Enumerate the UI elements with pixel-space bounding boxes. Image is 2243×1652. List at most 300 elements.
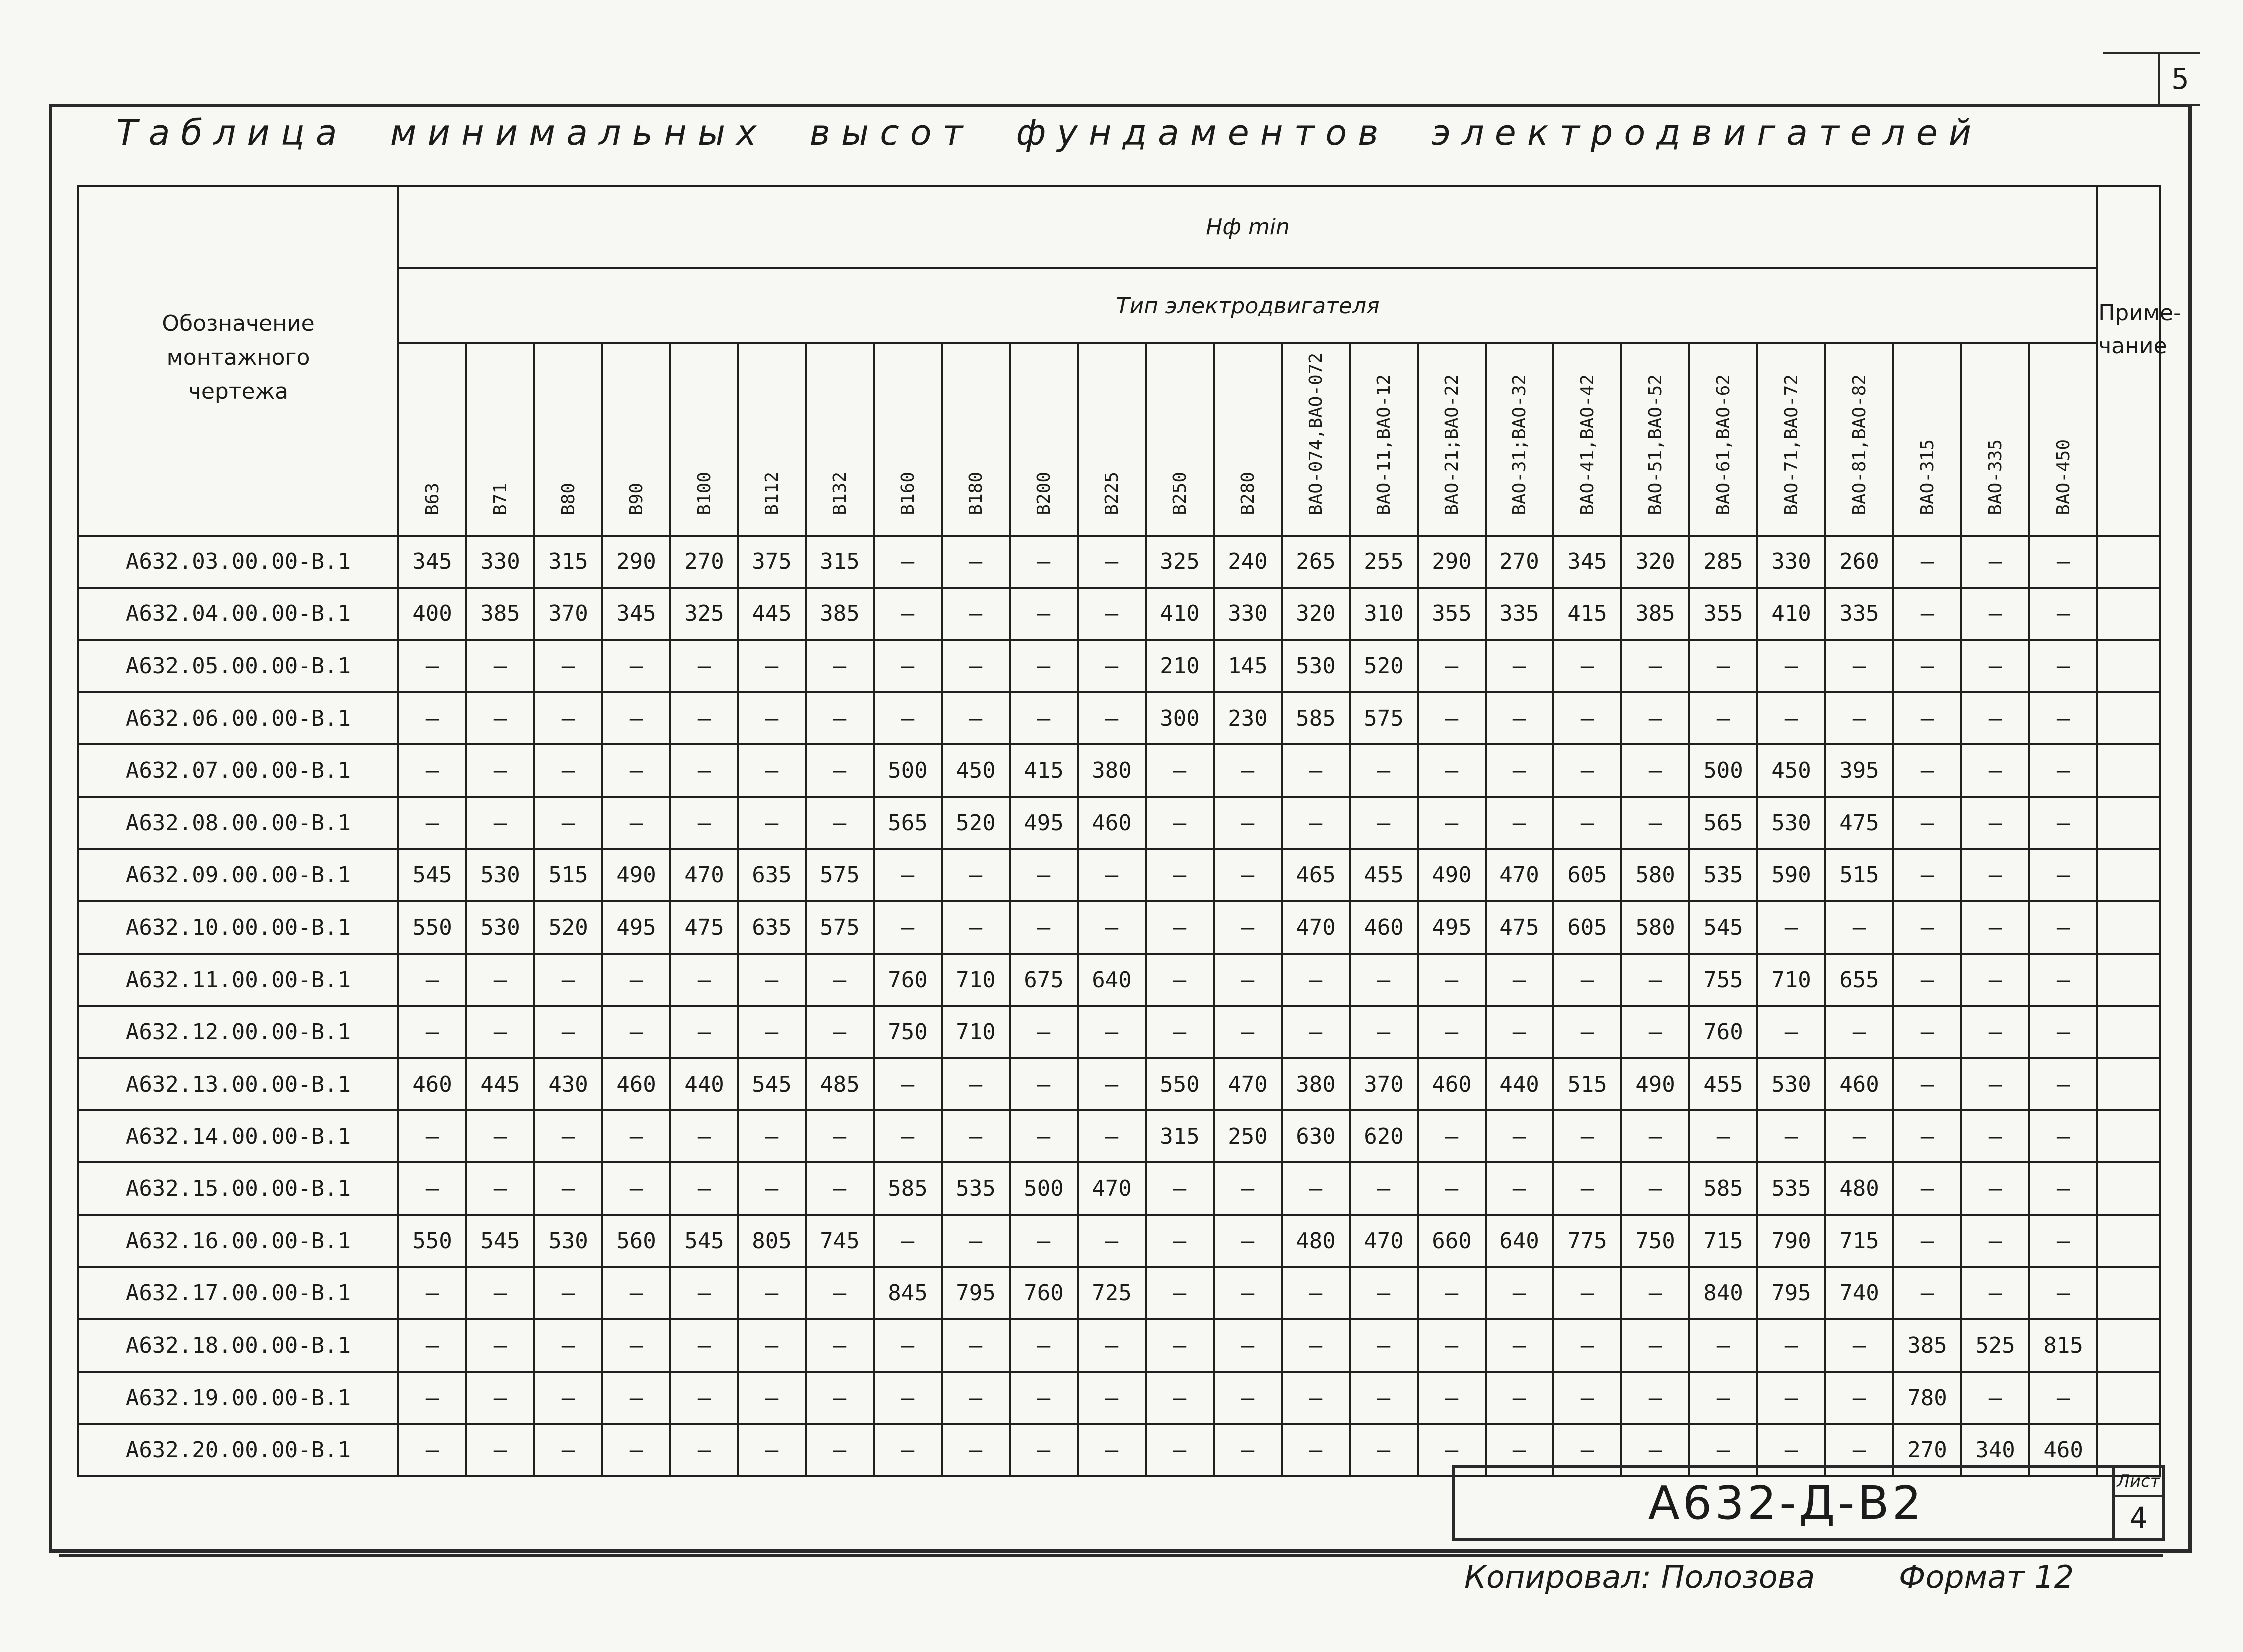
motor-type-header-cell — [874, 343, 942, 536]
designation-header-line-2: монтажного — [166, 345, 310, 370]
motor-type-label: ВАО-450 — [2053, 439, 2074, 515]
height-value-cell: — — [602, 1110, 670, 1163]
height-value-cell: — — [1621, 1267, 1689, 1320]
height-value-cell: 530 — [466, 901, 534, 954]
motor-type-label: ВАО-51,ВАО-52 — [1645, 374, 1666, 515]
height-value-cell: 550 — [398, 901, 466, 954]
height-value-cell: 635 — [738, 901, 806, 954]
height-value-cell: — — [1146, 1267, 1214, 1320]
height-value-cell: 380 — [1282, 1058, 1350, 1110]
height-value-cell: — — [2029, 536, 2097, 588]
foundation-heights-table — [77, 185, 2181, 1477]
height-value-cell: — — [942, 1058, 1010, 1110]
table-row — [78, 536, 2160, 588]
height-value-cell: — — [1961, 744, 2029, 797]
height-value-cell: — — [2029, 1058, 2097, 1110]
note-cell — [2097, 744, 2160, 797]
height-value-cell: — — [534, 1372, 602, 1424]
height-value-cell: — — [874, 1058, 942, 1110]
motor-type-header-cell — [1621, 343, 1689, 536]
height-value-cell: — — [1146, 1162, 1214, 1215]
motor-type-header-cell — [2029, 343, 2097, 536]
height-value-cell: — — [1757, 1319, 1825, 1372]
motor-type-label: В200 — [1033, 472, 1054, 515]
height-value-cell: 475 — [1486, 901, 1553, 954]
height-value-cell: 395 — [1825, 744, 1893, 797]
height-value-cell: — — [1214, 1372, 1282, 1424]
height-value-cell: — — [1757, 640, 1825, 692]
height-value-cell: — — [1282, 1424, 1350, 1476]
height-value-cell: 525 — [1961, 1319, 2029, 1372]
height-value-cell: — — [1621, 744, 1689, 797]
height-value-cell: — — [1010, 640, 1078, 692]
motor-type-label: В80 — [558, 482, 579, 515]
designation-header-line-1: Обозначение — [162, 311, 315, 336]
height-value-cell: — — [1757, 1006, 1825, 1058]
height-value-cell: — — [2029, 901, 2097, 954]
height-value-cell: — — [738, 954, 806, 1006]
height-value-cell: — — [602, 692, 670, 745]
height-value-cell: — — [1893, 536, 1961, 588]
height-value-cell: — — [1146, 849, 1214, 902]
height-value-cell: — — [1282, 744, 1350, 797]
height-value-cell: — — [1282, 1006, 1350, 1058]
height-value-cell: — — [1893, 744, 1961, 797]
height-value-cell: 470 — [1078, 1162, 1146, 1215]
height-value-cell: — — [1418, 744, 1486, 797]
height-value-cell: 460 — [602, 1058, 670, 1110]
height-value-cell: 630 — [1282, 1110, 1350, 1163]
drawing-designation-cell: А632.07.00.00-В.1 — [78, 744, 398, 797]
height-value-cell: — — [1010, 1372, 1078, 1424]
table-row — [78, 744, 2160, 797]
note-cell — [2097, 1319, 2160, 1372]
height-value-cell: 460 — [1350, 901, 1418, 954]
height-value-cell: — — [1078, 536, 1146, 588]
height-value-cell: 375 — [738, 536, 806, 588]
height-value-cell: — — [806, 692, 874, 745]
height-value-cell: — — [738, 1319, 806, 1372]
note-cell — [2097, 1058, 2160, 1110]
height-value-cell: — — [1418, 1267, 1486, 1320]
height-value-cell: 840 — [1689, 1267, 1757, 1320]
title-block-stamp — [1452, 1465, 2165, 1541]
height-value-cell: — — [1418, 797, 1486, 849]
height-value-cell: 545 — [1689, 901, 1757, 954]
motor-type-label: В63 — [422, 482, 443, 515]
height-value-cell: — — [602, 1372, 670, 1424]
height-value-cell: 355 — [1689, 588, 1757, 640]
height-value-cell: — — [2029, 849, 2097, 902]
motor-type-label: В112 — [761, 472, 782, 515]
height-value-cell: — — [670, 640, 738, 692]
height-value-cell: — — [466, 797, 534, 849]
height-value-cell: 550 — [398, 1215, 466, 1267]
height-value-cell: — — [806, 1267, 874, 1320]
height-value-cell: — — [942, 692, 1010, 745]
height-value-cell: — — [1078, 640, 1146, 692]
height-value-cell: 775 — [1553, 1215, 1621, 1267]
motor-type-header-cell — [1893, 343, 1961, 536]
height-value-cell: 385 — [806, 588, 874, 640]
height-value-cell: — — [1553, 1372, 1621, 1424]
note-cell — [2097, 1110, 2160, 1163]
note-cell — [2097, 536, 2160, 588]
height-value-cell: — — [1553, 744, 1621, 797]
height-value-cell: — — [806, 797, 874, 849]
height-value-cell: — — [670, 1372, 738, 1424]
height-value-cell: — — [942, 536, 1010, 588]
drawing-designation-cell: А632.12.00.00-В.1 — [78, 1006, 398, 1058]
height-value-cell: — — [1621, 954, 1689, 1006]
height-value-cell: — — [398, 1319, 466, 1372]
height-value-cell: 355 — [1418, 588, 1486, 640]
height-value-cell: — — [1078, 849, 1146, 902]
height-value-cell: — — [670, 1110, 738, 1163]
height-value-cell: 415 — [1010, 744, 1078, 797]
height-value-cell: — — [738, 1006, 806, 1058]
height-value-cell: 575 — [1350, 692, 1418, 745]
height-value-cell: — — [534, 640, 602, 692]
height-value-cell: — — [398, 1267, 466, 1320]
note-cell — [2097, 1162, 2160, 1215]
height-value-cell: — — [1010, 1058, 1078, 1110]
height-value-cell: — — [398, 954, 466, 1006]
height-value-cell: — — [1621, 797, 1689, 849]
bottom-rule — [59, 1554, 2163, 1557]
height-value-cell: — — [942, 1215, 1010, 1267]
height-value-cell: — — [1350, 1424, 1418, 1476]
height-value-cell: — — [1825, 901, 1893, 954]
table-row — [78, 1267, 2160, 1320]
note-cell — [2097, 1006, 2160, 1058]
height-value-cell: — — [1146, 1372, 1214, 1424]
height-value-cell: — — [1350, 1162, 1418, 1215]
height-value-cell: — — [806, 1372, 874, 1424]
height-value-cell: — — [1078, 1110, 1146, 1163]
height-value-cell: 475 — [1825, 797, 1893, 849]
note-cell — [2097, 1215, 2160, 1267]
height-value-cell: — — [2029, 797, 2097, 849]
designation-header — [78, 186, 398, 536]
height-value-cell: — — [1418, 1162, 1486, 1215]
height-value-cell: — — [942, 640, 1010, 692]
height-value-cell: 545 — [466, 1215, 534, 1267]
height-value-cell: — — [534, 1424, 602, 1476]
height-value-cell: — — [466, 1424, 534, 1476]
height-value-cell: — — [874, 692, 942, 745]
motor-type-label: В90 — [626, 482, 647, 515]
height-value-cell: — — [738, 1424, 806, 1476]
motor-type-label: ВАО-315 — [1917, 439, 1938, 515]
height-value-cell: — — [1078, 1319, 1146, 1372]
height-value-cell: 335 — [1825, 588, 1893, 640]
height-value-cell: — — [738, 1267, 806, 1320]
height-value-cell: — — [1486, 1110, 1553, 1163]
note-cell — [2097, 954, 2160, 1006]
height-value-cell: — — [1418, 1372, 1486, 1424]
table-row — [78, 1110, 2160, 1163]
sheet-label: Лист — [2112, 1468, 2162, 1497]
height-value-cell: — — [670, 1162, 738, 1215]
height-value-cell: — — [1214, 1424, 1282, 1476]
height-value-cell: — — [1214, 744, 1282, 797]
height-value-cell: — — [670, 1424, 738, 1476]
height-value-cell: — — [398, 1006, 466, 1058]
motor-type-header-cell — [738, 343, 806, 536]
height-value-cell: — — [670, 1319, 738, 1372]
height-value-cell: — — [2029, 588, 2097, 640]
motor-type-header-cell — [1757, 343, 1825, 536]
height-value-cell: — — [1418, 1110, 1486, 1163]
motor-type-label: ВАО-335 — [1985, 439, 2006, 515]
height-value-cell: — — [1689, 1319, 1757, 1372]
height-value-cell: — — [806, 1162, 874, 1215]
height-value-cell: — — [874, 588, 942, 640]
height-value-cell: — — [1214, 1215, 1282, 1267]
height-value-cell: — — [1078, 1215, 1146, 1267]
table-row — [78, 1372, 2160, 1424]
height-value-cell: 330 — [466, 536, 534, 588]
note-cell — [2097, 588, 2160, 640]
height-value-cell: — — [1689, 1372, 1757, 1424]
height-value-cell: — — [1621, 1424, 1689, 1476]
height-value-cell: — — [1486, 744, 1553, 797]
motor-type-label: В132 — [829, 472, 850, 515]
height-value-cell: — — [874, 640, 942, 692]
height-value-cell: — — [1757, 901, 1825, 954]
height-value-cell: 580 — [1621, 901, 1689, 954]
height-value-cell: — — [1961, 1162, 2029, 1215]
height-value-cell: — — [2029, 744, 2097, 797]
height-value-cell: 805 — [738, 1215, 806, 1267]
height-value-cell: — — [534, 1110, 602, 1163]
motor-type-header-cell — [806, 343, 874, 536]
height-value-cell: 530 — [534, 1215, 602, 1267]
height-value-cell: — — [1146, 954, 1214, 1006]
height-value-cell: 500 — [1689, 744, 1757, 797]
height-value-cell: — — [1146, 1319, 1214, 1372]
height-value-cell: 585 — [1689, 1162, 1757, 1215]
height-value-cell: — — [1893, 1267, 1961, 1320]
height-value-cell: — — [1961, 1267, 2029, 1320]
note-cell — [2097, 849, 2160, 902]
height-value-cell: — — [1010, 692, 1078, 745]
designation-header-line-3: чертежа — [188, 379, 289, 404]
height-value-cell: — — [1553, 1110, 1621, 1163]
height-value-cell: 255 — [1350, 536, 1418, 588]
height-value-cell: — — [806, 1424, 874, 1476]
height-value-cell: — — [1893, 1162, 1961, 1215]
height-value-cell: 745 — [806, 1215, 874, 1267]
height-value-cell: — — [1282, 1319, 1350, 1372]
height-value-cell: 210 — [1146, 640, 1214, 692]
height-value-cell: 430 — [534, 1058, 602, 1110]
height-value-cell: — — [1486, 1267, 1553, 1320]
height-value-cell: — — [670, 797, 738, 849]
height-value-cell: — — [1078, 1058, 1146, 1110]
height-value-cell: — — [1689, 640, 1757, 692]
height-value-cell: 310 — [1350, 588, 1418, 640]
height-value-cell: 325 — [670, 588, 738, 640]
table-row — [78, 1319, 2160, 1372]
height-value-cell: — — [602, 744, 670, 797]
drawing-designation-cell: А632.04.00.00-В.1 — [78, 588, 398, 640]
height-value-cell: — — [1214, 954, 1282, 1006]
height-value-cell: — — [738, 744, 806, 797]
motor-type-header-cell — [398, 343, 466, 536]
height-value-cell: 565 — [874, 797, 942, 849]
height-value-cell: — — [942, 1372, 1010, 1424]
height-value-cell: — — [1282, 797, 1350, 849]
height-value-cell: — — [1621, 1372, 1689, 1424]
height-value-cell: — — [738, 1110, 806, 1163]
height-value-cell: — — [670, 954, 738, 1006]
height-value-cell: — — [1282, 954, 1350, 1006]
motor-type-header-cell — [1078, 343, 1146, 536]
height-value-cell: — — [466, 1267, 534, 1320]
height-value-cell: 640 — [1078, 954, 1146, 1006]
height-value-cell: — — [1757, 1110, 1825, 1163]
height-value-cell: 560 — [602, 1215, 670, 1267]
motor-type-header-cell — [1214, 343, 1282, 536]
height-value-cell: 400 — [398, 588, 466, 640]
height-value-cell: — — [534, 797, 602, 849]
height-value-cell: — — [1486, 692, 1553, 745]
height-value-cell: 385 — [466, 588, 534, 640]
height-value-cell: — — [602, 1319, 670, 1372]
motor-type-label: ВАО-41,ВАО-42 — [1577, 374, 1598, 515]
height-value-cell: 750 — [874, 1006, 942, 1058]
height-value-cell: — — [466, 640, 534, 692]
drawing-code: А632-Д-В2 — [1648, 1476, 1925, 1530]
height-value-cell: — — [1010, 1215, 1078, 1267]
height-value-cell: — — [1689, 1424, 1757, 1476]
height-value-cell: 515 — [534, 849, 602, 902]
height-value-cell: 520 — [1350, 640, 1418, 692]
note-cell — [2097, 692, 2160, 745]
motor-type-label: В71 — [490, 482, 511, 515]
height-value-cell: — — [534, 954, 602, 1006]
motor-type-header-cell — [1961, 343, 2029, 536]
height-value-cell: 760 — [1689, 1006, 1757, 1058]
height-value-cell: — — [1961, 901, 2029, 954]
motor-type-label: ВАО-11,ВАО-12 — [1373, 374, 1394, 515]
height-value-cell: 515 — [1825, 849, 1893, 902]
height-value-cell: — — [670, 692, 738, 745]
height-value-cell: — — [1214, 849, 1282, 902]
motor-type-label: ВАО-31;ВАО-32 — [1509, 374, 1530, 515]
table-row — [78, 901, 2160, 954]
height-value-cell: — — [1553, 797, 1621, 849]
height-value-cell: 530 — [1757, 1058, 1825, 1110]
height-value-cell: — — [1214, 797, 1282, 849]
height-value-cell: — — [738, 1162, 806, 1215]
height-value-cell: 590 — [1757, 849, 1825, 902]
height-value-cell: — — [1214, 1267, 1282, 1320]
height-value-cell: 410 — [1146, 588, 1214, 640]
height-value-cell: — — [1689, 1110, 1757, 1163]
height-value-cell: — — [1961, 1058, 2029, 1110]
table-row — [78, 1215, 2160, 1267]
height-value-cell: — — [1078, 1006, 1146, 1058]
height-value-cell: — — [1961, 1110, 2029, 1163]
height-value-cell: 470 — [1350, 1215, 1418, 1267]
height-value-cell: — — [874, 1372, 942, 1424]
height-value-cell: 490 — [1418, 849, 1486, 902]
height-value-cell: — — [1486, 640, 1553, 692]
height-value-cell: 485 — [806, 1058, 874, 1110]
height-value-cell: — — [942, 849, 1010, 902]
height-value-cell: — — [1621, 1110, 1689, 1163]
height-value-cell: 660 — [1418, 1215, 1486, 1267]
height-value-cell: — — [1214, 1162, 1282, 1215]
height-value-cell: — — [1757, 1372, 1825, 1424]
height-value-cell: — — [1146, 901, 1214, 954]
table-row — [78, 1058, 2160, 1110]
height-value-cell: — — [1553, 1424, 1621, 1476]
height-value-cell: — — [1010, 588, 1078, 640]
height-value-cell: 290 — [1418, 536, 1486, 588]
motor-type-header-cell — [1553, 343, 1621, 536]
height-value-cell: — — [398, 1110, 466, 1163]
height-value-cell: — — [1961, 588, 2029, 640]
height-value-cell: 325 — [1146, 536, 1214, 588]
height-value-cell: — — [1961, 1006, 2029, 1058]
height-value-cell: — — [1961, 1372, 2029, 1424]
height-value-cell: — — [2029, 1372, 2097, 1424]
height-value-cell: 755 — [1689, 954, 1757, 1006]
motor-type-label: ВАО-71,ВАО-72 — [1781, 374, 1802, 515]
height-value-cell: 495 — [1418, 901, 1486, 954]
height-value-cell: — — [2029, 1215, 2097, 1267]
height-value-cell: 265 — [1282, 536, 1350, 588]
height-value-cell: 330 — [1757, 536, 1825, 588]
height-value-cell: — — [1621, 640, 1689, 692]
height-value-cell: 495 — [602, 901, 670, 954]
drawing-designation-cell: А632.17.00.00-В.1 — [78, 1267, 398, 1320]
height-value-cell: — — [2029, 1006, 2097, 1058]
height-value-cell: — — [602, 1424, 670, 1476]
height-value-cell: — — [602, 640, 670, 692]
height-value-cell: 440 — [1486, 1058, 1553, 1110]
height-value-cell: 465 — [1282, 849, 1350, 902]
height-value-cell: 795 — [1757, 1267, 1825, 1320]
motor-type-header-cell — [1282, 343, 1350, 536]
motor-type-label: ВАО-81,ВАО-82 — [1849, 374, 1870, 515]
table-row — [78, 797, 2160, 849]
height-value-cell: — — [1553, 1319, 1621, 1372]
motor-type-header-cell — [1146, 343, 1214, 536]
table-row — [78, 692, 2160, 745]
height-value-cell: — — [2029, 1110, 2097, 1163]
height-value-cell: 535 — [1689, 849, 1757, 902]
height-value-cell: 385 — [1893, 1319, 1961, 1372]
height-value-cell: — — [806, 1006, 874, 1058]
motor-type-header-cell — [1486, 343, 1553, 536]
height-value-cell: 285 — [1689, 536, 1757, 588]
drawing-designation-cell: А632.10.00.00-В.1 — [78, 901, 398, 954]
height-value-cell: — — [1621, 1319, 1689, 1372]
motor-type-header-cell — [534, 343, 602, 536]
page-number: 5 — [2158, 54, 2200, 106]
height-value-cell: — — [2029, 640, 2097, 692]
height-value-cell: — — [1418, 692, 1486, 745]
height-value-cell: — — [1553, 954, 1621, 1006]
height-value-cell: 605 — [1553, 901, 1621, 954]
page-title: Таблица минимальных высот фундаментов электродвигателей — [116, 112, 1983, 153]
height-value-cell: — — [1078, 588, 1146, 640]
